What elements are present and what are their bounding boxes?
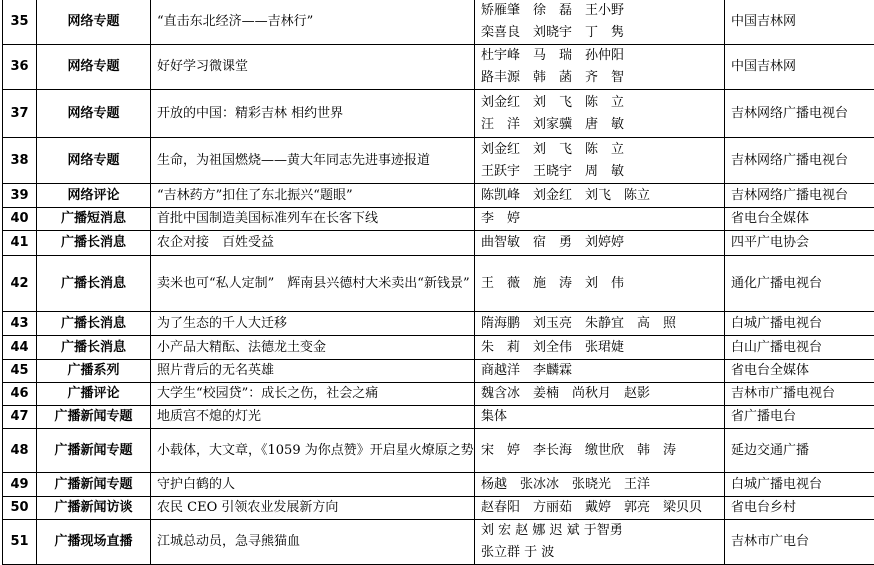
work-title: 小载体，大文章，《1059 为你点赞》开启星火燎原之势	[151, 429, 475, 473]
row-number: 35	[3, 0, 37, 45]
award-category: 广播新闻访谈	[37, 497, 151, 520]
row-number: 46	[3, 383, 37, 406]
authors-cell	[475, 231, 725, 256]
table-row	[3, 90, 874, 138]
work-title: “直击东北经济——吉林行”	[151, 0, 475, 45]
row-number: 39	[3, 184, 37, 208]
author-line: 李 婷	[481, 208, 718, 230]
award-category: 广播长消息	[37, 231, 151, 256]
authors-cell	[475, 0, 725, 45]
author-line: 宋 婷 李长海 缴世欣 韩 涛	[481, 440, 718, 462]
award-category: 广播评论	[37, 383, 151, 406]
submitting-organization: 省电台全媒体	[725, 208, 874, 231]
submitting-organization: 白山广播电视台	[725, 336, 874, 360]
author-line: 刘金红 刘 飞 陈 立	[481, 92, 718, 114]
table-row	[3, 383, 874, 406]
award-category: 网络专题	[37, 0, 151, 45]
work-title: 地质宫不熄的灯光	[151, 406, 475, 429]
work-title: “吉林药方”扣住了东北振兴“题眼”	[151, 184, 475, 208]
award-category: 网络专题	[37, 90, 151, 138]
row-number: 49	[3, 473, 37, 497]
table-row	[3, 473, 874, 497]
table-row	[3, 520, 874, 565]
author-line: 王 薇 施 涛 刘 伟	[481, 273, 718, 295]
submitting-organization: 白城广播电视台	[725, 473, 874, 497]
authors-cell	[475, 184, 725, 208]
submitting-organization: 四平广电协会	[725, 231, 874, 256]
authors-cell	[475, 208, 725, 231]
table-row	[3, 184, 874, 208]
submitting-organization: 省广播电台	[725, 406, 874, 429]
table-row	[3, 231, 874, 256]
award-category: 广播新闻专题	[37, 429, 151, 473]
table-row	[3, 256, 874, 312]
work-title: 开放的中国：精彩吉林 相约世界	[151, 90, 475, 138]
award-category: 广播新闻专题	[37, 473, 151, 497]
author-line: 栾喜良 刘晓宇 丁 隽	[481, 22, 718, 44]
authors-cell	[475, 256, 725, 312]
work-title: 江城总动员，急寻熊猫血	[151, 520, 475, 565]
work-title: 守护白鹤的人	[151, 473, 475, 497]
submitting-organization: 白城广播电视台	[725, 312, 874, 336]
author-line: 商越洋 李麟霖	[481, 360, 718, 382]
award-category: 广播新闻专题	[37, 406, 151, 429]
submitting-organization: 省电台全媒体	[725, 360, 874, 383]
award-category: 广播现场直播	[37, 520, 151, 565]
author-line: 陈凯峰 刘金红 刘飞 陈立	[481, 185, 718, 207]
row-number: 40	[3, 208, 37, 231]
award-category: 广播系列	[37, 360, 151, 383]
submitting-organization: 通化广播电视台	[725, 256, 874, 312]
work-title: 农民 CEO 引领农业发展新方向	[151, 497, 475, 520]
author-line: 矫雁肇 徐 磊 王小野	[481, 0, 718, 22]
work-title: 农企对接 百姓受益	[151, 231, 475, 256]
work-title: 生命，为祖国燃烧——黄大年同志先进事迹报道	[151, 138, 475, 184]
row-number: 47	[3, 406, 37, 429]
row-number: 37	[3, 90, 37, 138]
award-category: 广播长消息	[37, 312, 151, 336]
award-category: 网络评论	[37, 184, 151, 208]
row-number: 48	[3, 429, 37, 473]
submitting-organization: 吉林网络广播电视台	[725, 90, 874, 138]
submitting-organization: 吉林网络广播电视台	[725, 184, 874, 208]
author-line: 赵春阳 方丽茹 戴婷 郭亮 梁贝贝	[481, 497, 718, 519]
authors-cell	[475, 473, 725, 497]
authors-cell	[475, 360, 725, 383]
row-number: 50	[3, 497, 37, 520]
row-number: 38	[3, 138, 37, 184]
awards-table-body	[3, 0, 874, 565]
table-row	[3, 360, 874, 383]
authors-cell	[475, 497, 725, 520]
work-title: 首批中国制造美国标准列车在长客下线	[151, 208, 475, 231]
table-row	[3, 312, 874, 336]
authors-cell	[475, 45, 725, 90]
submitting-organization: 省电台乡村	[725, 497, 874, 520]
row-number: 43	[3, 312, 37, 336]
row-number: 41	[3, 231, 37, 256]
award-category: 广播短消息	[37, 208, 151, 231]
table-row	[3, 429, 874, 473]
author-line: 刘金红 刘 飞 陈 立	[481, 139, 718, 161]
table-row	[3, 45, 874, 90]
table-row	[3, 336, 874, 360]
author-line: 张立群 于 波	[481, 542, 718, 564]
authors-cell	[475, 336, 725, 360]
authors-cell	[475, 406, 725, 429]
row-number: 45	[3, 360, 37, 383]
work-title: 大学生“校园贷”：成长之伤，社会之痛	[151, 383, 475, 406]
authors-cell	[475, 138, 725, 184]
author-line: 杨越 张冰冰 张晓光 王洋	[481, 474, 718, 496]
author-line: 隋海鹏 刘玉亮 朱静宜 高 照	[481, 313, 718, 335]
submitting-organization: 中国吉林网	[725, 0, 874, 45]
author-line: 刘 宏 赵 娜 迟 斌 于智勇	[481, 520, 718, 542]
submitting-organization: 中国吉林网	[725, 45, 874, 90]
authors-cell	[475, 520, 725, 565]
submitting-organization: 吉林市广电台	[725, 520, 874, 565]
authors-cell	[475, 383, 725, 406]
work-title: 为了生态的千人大迁移	[151, 312, 475, 336]
authors-cell	[475, 90, 725, 138]
submitting-organization: 延边交通广播	[725, 429, 874, 473]
author-line: 朱 莉 刘全伟 张珺婕	[481, 337, 718, 359]
work-title: 照片背后的无名英雄	[151, 360, 475, 383]
author-line: 汪 洋 刘家骥 唐 敏	[481, 114, 718, 136]
author-line: 集体	[481, 406, 718, 428]
table-row	[3, 208, 874, 231]
work-title: 好好学习微课堂	[151, 45, 475, 90]
award-category: 网络专题	[37, 138, 151, 184]
author-line: 曲智敏 宿 勇 刘婷婷	[481, 232, 718, 254]
author-line: 路丰源 韩 菡 齐 智	[481, 67, 718, 89]
author-line: 王跃宇 王晓宇 周 敏	[481, 161, 718, 183]
author-line: 杜宇峰 马 瑞 孙仲阳	[481, 45, 718, 67]
award-category: 广播长消息	[37, 256, 151, 312]
submitting-organization: 吉林网络广播电视台	[725, 138, 874, 184]
authors-cell	[475, 312, 725, 336]
row-number: 44	[3, 336, 37, 360]
work-title: 小产品大精酝、法德龙土变金	[151, 336, 475, 360]
award-category: 广播长消息	[37, 336, 151, 360]
work-title: 卖米也可“私人定制” 辉南县兴德村大米卖出“新钱景”	[151, 256, 475, 312]
table-row	[3, 406, 874, 429]
submitting-organization: 吉林市广播电视台	[725, 383, 874, 406]
awards-table	[2, 0, 874, 565]
table-row	[3, 0, 874, 45]
table-row	[3, 138, 874, 184]
award-category: 网络专题	[37, 45, 151, 90]
row-number: 51	[3, 520, 37, 565]
authors-cell	[475, 429, 725, 473]
table-row	[3, 497, 874, 520]
author-line: 魏含冰 姜楠 尚秋月 赵影	[481, 383, 718, 405]
row-number: 42	[3, 256, 37, 312]
row-number: 36	[3, 45, 37, 90]
